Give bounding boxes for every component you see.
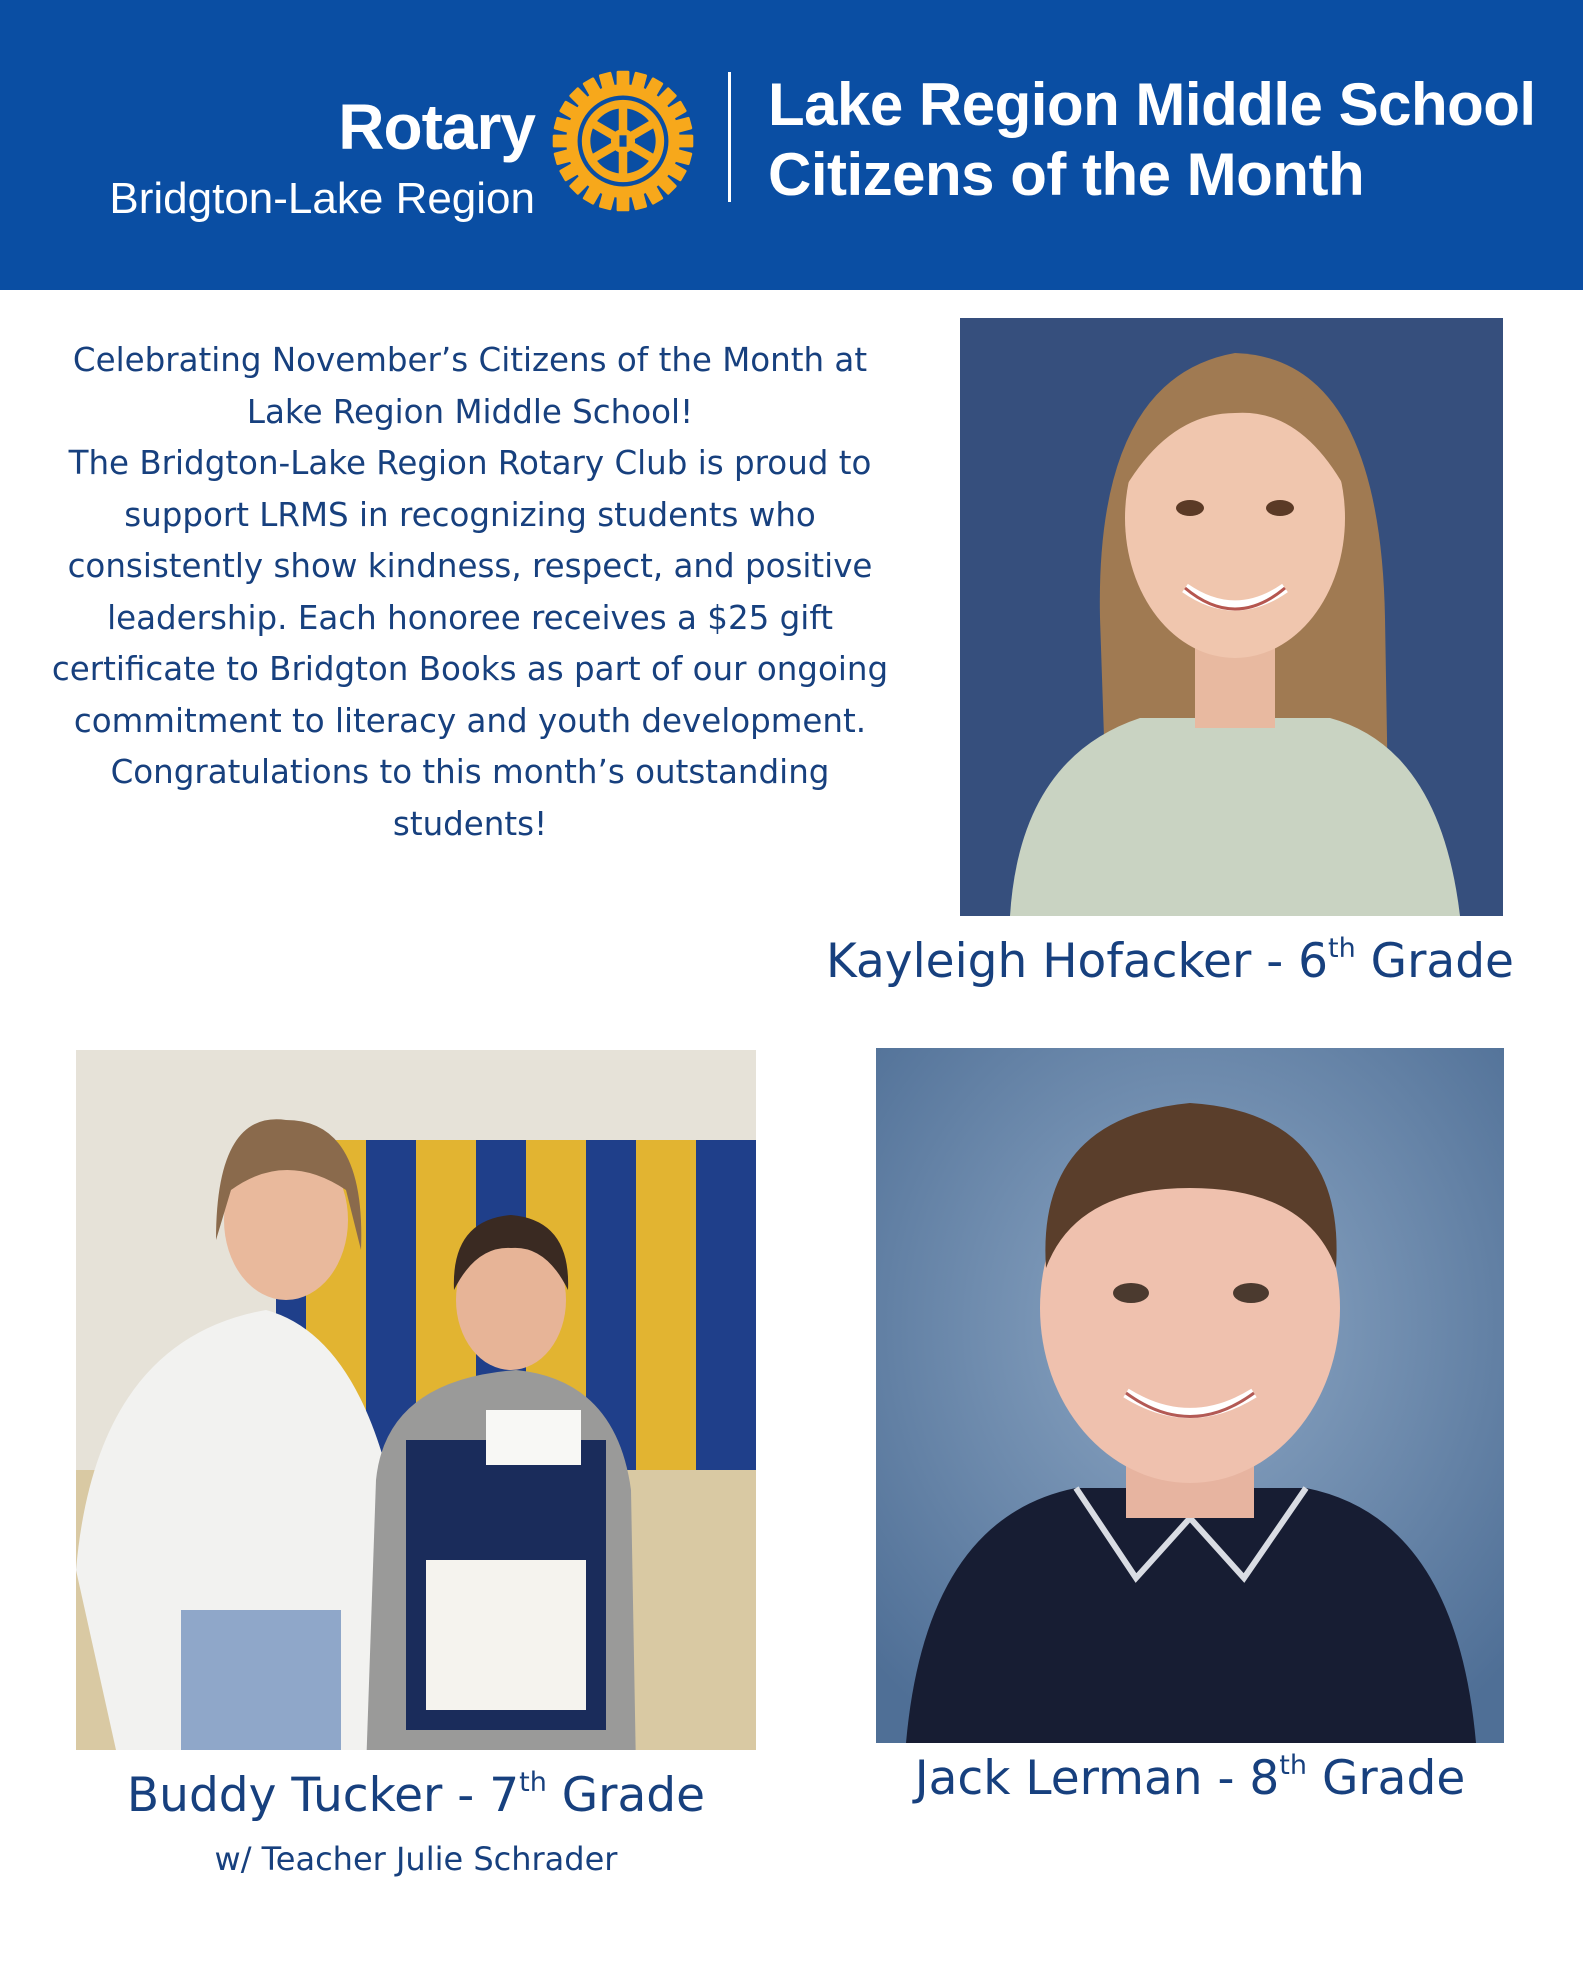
header-banner — [0, 0, 1583, 290]
intro-paragraph-2: The Bridgton-Lake Region Rotary Club is proud to support LRMS in recognizing students who consistently show kindness, respect, and positive leadership. Each honoree receives a $25 gift certificate to Bridgton Books as part of our ongoing commitment to literacy and youth development. — [51, 444, 889, 740]
ordinal-suffix: th — [1328, 933, 1356, 964]
honoree-caption-buddy — [36, 1767, 796, 1823]
page-title — [768, 70, 1568, 210]
intro-text — [30, 335, 910, 850]
ordinal-suffix: th — [519, 1767, 547, 1798]
honoree-name: Jack Lerman - 8 — [914, 1751, 1280, 1806]
honoree-photo-jack — [876, 1048, 1504, 1743]
rotary-wheel-icon — [552, 70, 694, 212]
honoree-photo-kayleigh — [960, 318, 1503, 916]
title-line-1: Lake Region Middle School — [768, 71, 1536, 138]
intro-paragraph-3: Congratulations to this month’s outstanding students! — [110, 753, 830, 843]
honoree-photo-buddy — [76, 1050, 756, 1750]
title-line-2: Citizens of the Month — [768, 141, 1365, 208]
header-divider — [728, 72, 731, 202]
rotary-club-name: Bridgton-Lake Region — [109, 174, 535, 223]
rotary-logo-wordmark: Rotary — [338, 91, 535, 163]
honoree-note-buddy: w/ Teacher Julie Schrader — [214, 1840, 618, 1878]
grade-word: Grade — [1307, 1751, 1466, 1806]
honoree-caption-kayleigh — [790, 933, 1550, 989]
honoree-caption-jack — [810, 1750, 1570, 1806]
intro-paragraph-1: Celebrating November’s Citizens of the Month at Lake Region Middle School! — [72, 341, 868, 431]
grade-word: Grade — [546, 1768, 706, 1823]
grade-word: Grade — [1355, 934, 1514, 989]
ordinal-suffix: th — [1279, 1750, 1307, 1781]
honoree-name: Kayleigh Hofacker - 6 — [826, 934, 1329, 989]
honoree-name: Buddy Tucker - 7 — [126, 1768, 520, 1823]
